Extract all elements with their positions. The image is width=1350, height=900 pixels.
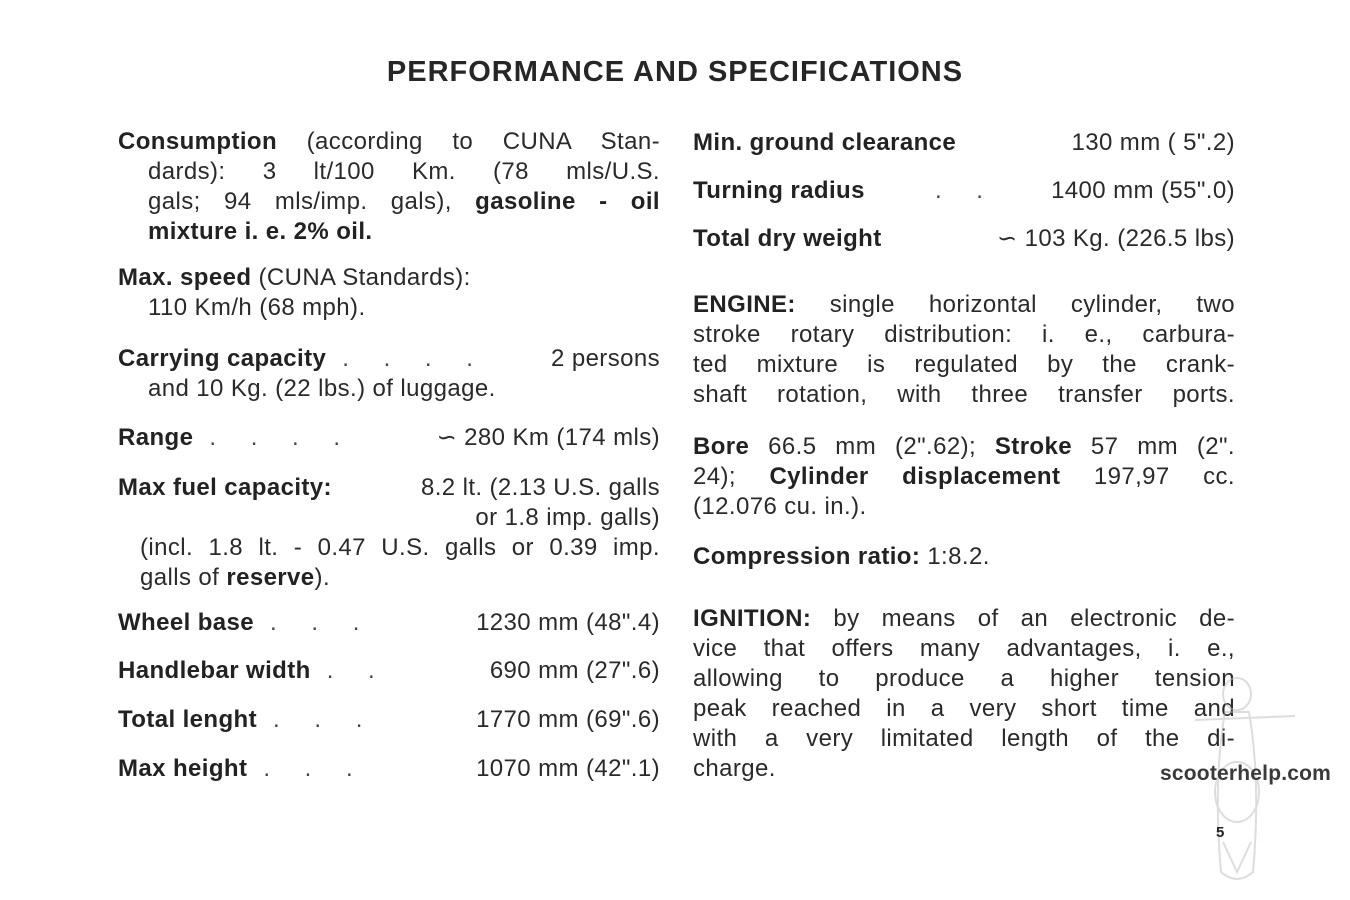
- spec-text: single horizontal cylinder, two: [829, 291, 1235, 318]
- spec-text: and 10 Kg. (22 lbs.) of luggage.: [148, 375, 496, 402]
- leader-dots: . . . .: [342, 345, 487, 372]
- spec-text: (incl. 1.8 lt. - 0.47 U.S. galls or 0.39 imp.: [140, 534, 660, 561]
- spec-value: 1400 mm (55".0): [1051, 177, 1235, 204]
- spec-label: Wheel base: [118, 609, 255, 636]
- spec-label: Cylinder displacement: [769, 463, 1061, 490]
- carrying-capacity-spec: [118, 344, 660, 404]
- fuel-capacity-spec: [118, 473, 660, 593]
- spec-label: Carrying capacity: [118, 345, 327, 372]
- handlebar-shape: [1195, 716, 1295, 720]
- leader-dots: . . . .: [209, 424, 355, 451]
- max-speed-spec: [118, 263, 660, 323]
- dry-weight-spec: [693, 224, 1235, 254]
- left-column: [118, 127, 660, 787]
- range-spec: [118, 423, 660, 453]
- spec-label: ENGINE:: [693, 291, 796, 318]
- spec-label: Stroke: [994, 433, 1072, 460]
- spec-text: ted mixture is regulated by the crank-: [693, 351, 1235, 378]
- headlight-shape: [1223, 678, 1251, 710]
- spec-label: Turning radius: [693, 177, 865, 204]
- spec-text: shaft rotation, with three transfer ports.: [693, 381, 1235, 408]
- spec-text: vice that offers many advantages, i. e.,: [693, 635, 1235, 662]
- spec-label: Min. ground clearance: [693, 129, 957, 156]
- spec-label: Total dry weight: [693, 225, 882, 252]
- spec-label: IGNITION:: [693, 605, 812, 632]
- compression-spec: [693, 542, 1235, 572]
- spec-value: 1070 mm (42".1): [476, 755, 660, 782]
- spec-label: Range: [118, 424, 194, 451]
- spec-value: 690 mm (27".6): [489, 657, 660, 684]
- leader-dots: . . .: [270, 609, 374, 636]
- consumption-spec: [118, 127, 660, 247]
- spec-text: 24);: [693, 463, 736, 490]
- spec-value: 1230 mm (48".4): [476, 609, 660, 636]
- total-length-spec: [118, 705, 660, 735]
- spec-text: stroke rotary distribution: i. e., carbura-: [693, 321, 1235, 348]
- spec-label: Total lenght: [118, 706, 258, 733]
- spec-text-bold: reserve: [226, 564, 315, 591]
- spec-value: 2 persons: [551, 345, 660, 372]
- leader-dots: . .: [326, 657, 389, 684]
- spec-label: Max height: [118, 755, 248, 782]
- spec-value: 1770 mm (69".6): [476, 706, 660, 733]
- leader-dots: . .: [934, 177, 997, 204]
- leader-dots: . . .: [263, 755, 367, 782]
- spec-value: ∽ 103 Kg. (226.5 lbs): [997, 225, 1235, 252]
- spec-text: peak reached in a very short time and: [693, 695, 1235, 722]
- right-column: [693, 128, 1235, 788]
- spec-text: galls of: [140, 564, 220, 591]
- spec-label: Bore: [693, 433, 750, 460]
- spec-value: 57 mm (2".: [1090, 433, 1235, 460]
- watermark: scooterhelp.com: [1160, 762, 1332, 785]
- tail-shape: [1223, 842, 1251, 872]
- ground-clearance-spec: [693, 128, 1235, 158]
- spec-text: (CUNA Standards):: [258, 264, 471, 291]
- spec-text: gals; 94 mls/imp. gals),: [148, 188, 452, 215]
- body-shape: [1218, 712, 1256, 879]
- spec-text: with a very limitated length of the di-: [693, 725, 1235, 752]
- spec-value: 130 mm ( 5".2): [1071, 129, 1235, 156]
- spec-text: (12.076 cu. in.).: [693, 493, 867, 520]
- page-title: PERFORMANCE AND SPECIFICATIONS: [386, 56, 964, 88]
- spec-text: or 1.8 imp. galls): [475, 504, 660, 531]
- spec-text-bold: mixture i. e. 2% oil.: [148, 218, 373, 245]
- handlebar-width-spec: [118, 656, 660, 686]
- max-height-spec: [118, 754, 660, 784]
- spec-text: 110 Km/h (68 mph).: [148, 294, 366, 321]
- spec-label: Max. speed: [118, 264, 252, 291]
- spec-text: ).: [314, 564, 331, 591]
- spec-value: 66.5 mm (2".62);: [768, 433, 977, 460]
- spec-text: (according to CUNA Stan-: [306, 128, 660, 155]
- spec-text-bold: gasoline - oil: [475, 188, 660, 215]
- spec-text: charge.: [693, 755, 776, 782]
- turning-radius-spec: [693, 176, 1235, 206]
- ignition-spec: [693, 604, 1235, 784]
- wheel-base-spec: [118, 608, 660, 638]
- spec-text: dards): 3 lt/100 Km. (78 mls/U.S.: [148, 158, 660, 185]
- page-number: 5: [1216, 824, 1225, 841]
- engine-spec: [693, 290, 1235, 410]
- spec-value: ∽ 280 Km (174 mls): [436, 424, 660, 451]
- spec-value: 197,97 cc.: [1093, 463, 1235, 490]
- spec-label: Max fuel capacity:: [118, 474, 332, 501]
- spec-value: 1:8.2.: [927, 543, 990, 570]
- spec-label: Handlebar width: [118, 657, 311, 684]
- spec-text: allowing to produce a higher tension: [693, 665, 1235, 692]
- spec-value: 8.2 lt. (2.13 U.S. galls: [420, 474, 660, 501]
- bore-stroke-spec: [693, 432, 1235, 522]
- spec-text: by means of an electronic de-: [833, 605, 1235, 632]
- spec-label: Consumption: [118, 128, 278, 155]
- leader-dots: . . .: [273, 706, 377, 733]
- spec-label: Compression ratio:: [693, 543, 921, 570]
